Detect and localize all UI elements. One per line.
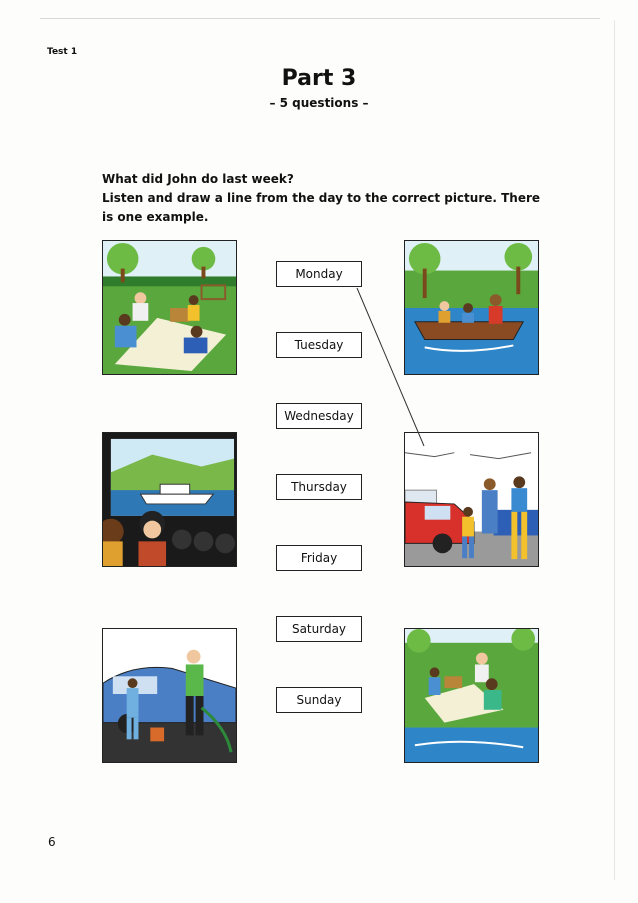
car-show-illustration	[405, 433, 538, 566]
question-text: What did John do last week?	[102, 172, 294, 186]
picnic-in-park-illustration	[103, 241, 236, 374]
picture-car-show[interactable]	[404, 432, 539, 567]
picture-washing-car[interactable]	[102, 628, 237, 763]
picture-picnic-by-river[interactable]	[404, 628, 539, 763]
picnic-by-river-illustration	[405, 629, 538, 762]
instruction-text: Listen and draw a line from the day to the correct picture. There is one example.	[102, 191, 541, 224]
picture-watching-boat-film[interactable]	[102, 432, 237, 567]
day-box-friday[interactable]: Friday	[276, 545, 362, 571]
page-number: 6	[48, 835, 56, 849]
day-box-tuesday[interactable]: Tuesday	[276, 332, 362, 358]
washing-car-illustration	[103, 629, 236, 762]
boat-trip-illustration	[405, 241, 538, 374]
picture-picnic-in-park[interactable]	[102, 240, 237, 375]
picture-boat-trip[interactable]	[404, 240, 539, 375]
day-box-sunday[interactable]: Sunday	[276, 687, 362, 713]
day-box-wednesday[interactable]: Wednesday	[276, 403, 362, 429]
day-box-thursday[interactable]: Thursday	[276, 474, 362, 500]
page-edge-top	[40, 18, 600, 19]
test-label: Test 1	[47, 47, 78, 57]
page-title: Part 3	[281, 66, 357, 91]
watching-boat-film-illustration	[103, 433, 236, 566]
page-subtitle: – 5 questions –	[269, 96, 369, 110]
day-box-monday[interactable]: Monday	[276, 261, 362, 287]
day-box-saturday[interactable]: Saturday	[276, 616, 362, 642]
page-edge-right	[614, 20, 615, 880]
